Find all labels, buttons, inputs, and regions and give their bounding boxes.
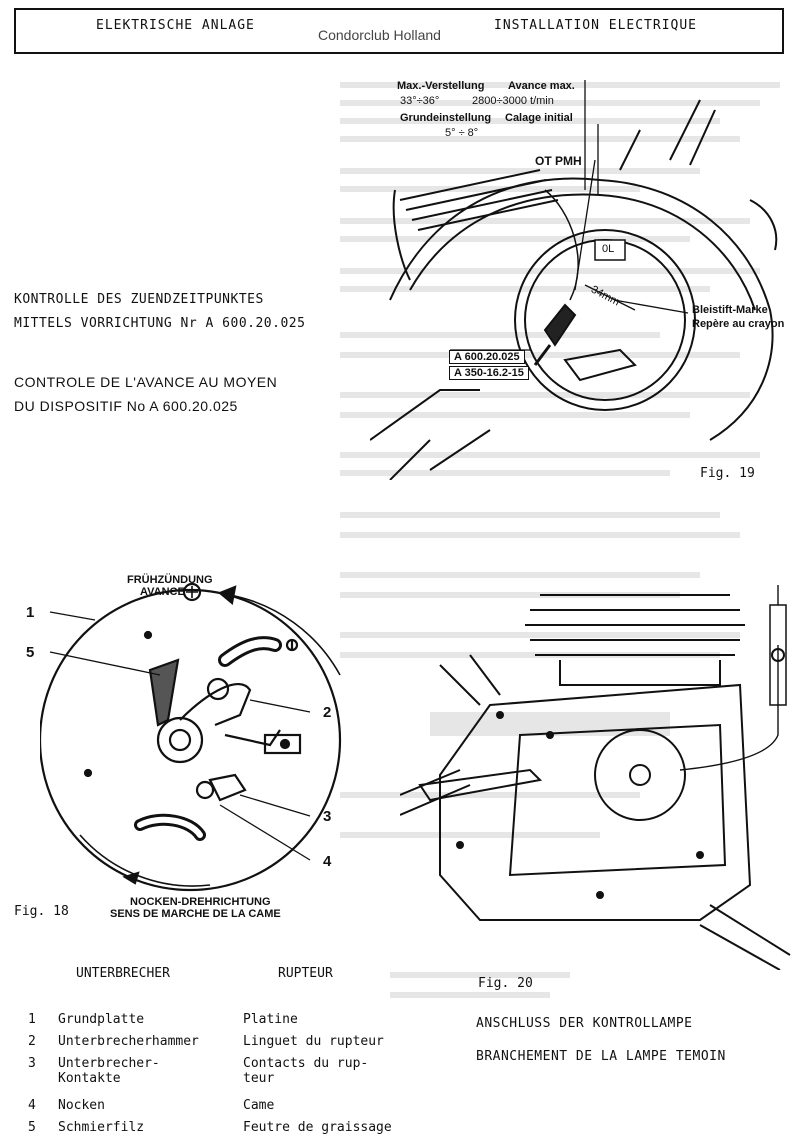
fig18-advance-fr: AVANCE bbox=[140, 586, 185, 598]
fig19-base-label: Grundeinstellung bbox=[400, 112, 492, 124]
fig18-callout-5: 5 bbox=[26, 644, 35, 661]
fig18-callout-1: 1 bbox=[26, 604, 35, 621]
fig19-tdc-label: OT PMH bbox=[535, 154, 582, 168]
control-title-de-line1: KONTROLLE DES ZUENDZEITPUNKTES bbox=[14, 292, 264, 307]
part-name-de: Grundplatte bbox=[58, 1012, 145, 1027]
fig19-tool-number-1: A 600.20.025 bbox=[449, 350, 525, 364]
figure-20-engine-lamp-connection bbox=[400, 585, 800, 970]
parts-header-fr: RUPTEUR bbox=[278, 966, 333, 981]
part-name-de: Schmierfilz bbox=[58, 1120, 145, 1135]
parts-header-de: UNTERBRECHER bbox=[76, 966, 170, 981]
part-number: 1 bbox=[28, 1012, 36, 1027]
table-row bbox=[28, 1034, 392, 1056]
part-name-de: Nocken bbox=[58, 1098, 105, 1113]
part-number: 3 bbox=[28, 1056, 36, 1071]
fig19-base-label-fr: Calage initial bbox=[505, 112, 573, 124]
table-row bbox=[28, 1120, 392, 1142]
header-right-title: INSTALLATION ELECTRIQUE bbox=[494, 18, 698, 33]
table-row bbox=[28, 1012, 392, 1034]
table-row bbox=[28, 1098, 392, 1120]
table-row bbox=[28, 1056, 392, 1098]
part-name-de: Unterbrecher- Kontakte bbox=[58, 1056, 160, 1086]
parts-table bbox=[28, 1012, 392, 1142]
fig18-caption: Fig. 18 bbox=[14, 904, 69, 919]
fig19-dimension: 34mm bbox=[588, 283, 622, 309]
fig19-max-degrees: 33°÷36° bbox=[400, 95, 440, 107]
fig19-pencil-de: Bleistift-Marke bbox=[692, 304, 768, 316]
part-number: 2 bbox=[28, 1034, 36, 1049]
control-title-fr-line2: DU DISPOSITIF No A 600.20.025 bbox=[14, 398, 238, 414]
header-watermark: Condorclub Holland bbox=[318, 27, 441, 43]
fig19-caption: Fig. 19 bbox=[700, 466, 755, 481]
part-number: 5 bbox=[28, 1120, 36, 1135]
part-name-fr: Platine bbox=[243, 1012, 298, 1027]
lamp-title-de: ANSCHLUSS DER KONTROLLAMPE bbox=[476, 1016, 693, 1031]
fig19-max-label-fr: Avance max. bbox=[508, 80, 575, 92]
lamp-title-fr: BRANCHEMENT DE LA LAMPE TEMOIN bbox=[476, 1049, 726, 1064]
fig19-ol-label: 0L bbox=[602, 243, 615, 255]
fig19-tool-number-2: A 350-16.2-15 bbox=[449, 366, 529, 380]
fig19-max-rpm: 2800÷3000 t/min bbox=[472, 95, 554, 107]
fig18-callout-3: 3 bbox=[323, 808, 332, 825]
part-name-fr: Linguet du rupteur bbox=[243, 1034, 384, 1049]
fig18-callout-2: 2 bbox=[323, 704, 332, 721]
control-title-fr-line1: CONTROLE DE L'AVANCE AU MOYEN bbox=[14, 374, 278, 390]
fig18-advance-de: FRÜHZÜNDUNG bbox=[127, 574, 213, 586]
fig18-rotation-de: NOCKEN-DREHRICHTUNG bbox=[130, 896, 271, 908]
part-name-fr: Feutre de graissage bbox=[243, 1120, 392, 1135]
figure-18-breaker-plate bbox=[40, 565, 370, 910]
part-name-fr: Contacts du rup- teur bbox=[243, 1056, 369, 1086]
fig18-rotation-fr: SENS DE MARCHE DE LA CAME bbox=[110, 908, 281, 920]
fig19-base-degrees: 5° ÷ 8° bbox=[445, 127, 479, 139]
fig18-callout-4: 4 bbox=[323, 853, 332, 870]
part-name-de: Unterbrecherhammer bbox=[58, 1034, 199, 1049]
part-name-fr: Came bbox=[243, 1098, 275, 1113]
fig20-caption: Fig. 20 bbox=[478, 976, 533, 991]
fig19-max-label: Max.-Verstellung bbox=[397, 80, 485, 92]
fig19-pencil-fr: Repère au crayon bbox=[692, 318, 785, 330]
part-number: 4 bbox=[28, 1098, 36, 1113]
header-left-title: ELEKTRISCHE ANLAGE bbox=[96, 18, 255, 33]
control-title-de-line2: MITTELS VORRICHTUNG Nr A 600.20.025 bbox=[14, 316, 306, 331]
